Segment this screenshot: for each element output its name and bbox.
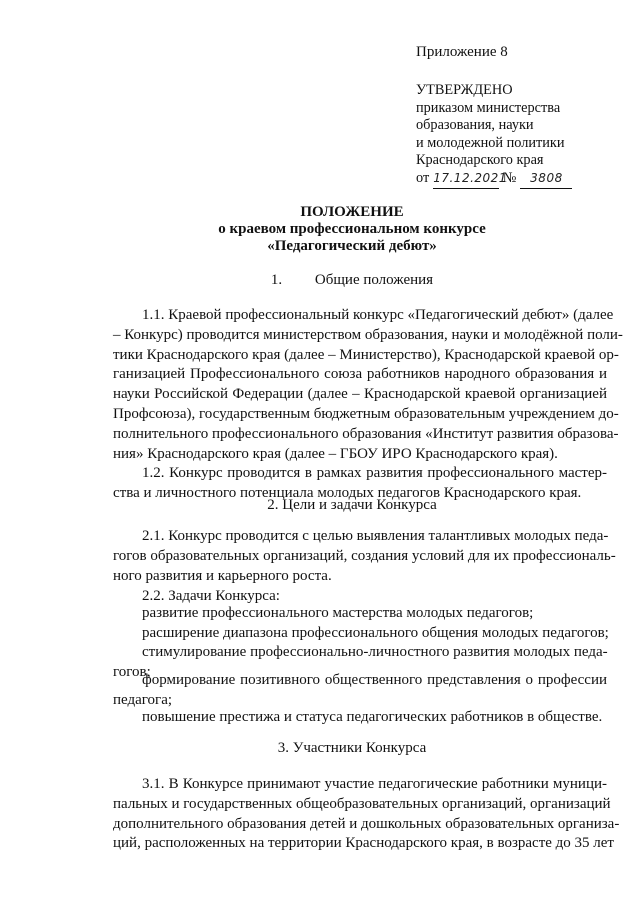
text-line: гогов; xyxy=(113,663,151,680)
task-item xyxy=(113,604,607,624)
paragraph-2-1 xyxy=(113,527,616,586)
text-line: педагога; xyxy=(113,691,173,708)
task-item xyxy=(113,624,607,644)
section-heading xyxy=(0,497,640,514)
text-line: пальных и государственных общеобразовательных организаций, организаций xyxy=(113,795,611,812)
text-line: 1.1. Краевой профессиональный конкурс «Педагогический дебют» (далее xyxy=(142,307,614,323)
text-line: гогов образовательных организаций, создания условий для их профессиональ- xyxy=(113,547,616,564)
text-line: расширение диапазона профессионального общения молодых педагогов; xyxy=(142,625,609,641)
order-line: Краснодарского края xyxy=(416,152,544,169)
order-line: и молодежной политики xyxy=(416,134,565,151)
text-line: 2.2. Задачи Конкурса: xyxy=(142,588,280,604)
paragraph-1-1 xyxy=(113,306,623,464)
task-item xyxy=(113,671,607,711)
text-line: развитие профессионального мастерства молодых педагогов; xyxy=(142,605,534,621)
text-line: – Конкурс) проводится министерством образования, науки и молодёжной поли- xyxy=(113,326,623,343)
number-sign: № xyxy=(502,169,517,186)
task-item xyxy=(113,708,607,728)
text-line: дополнительного образования детей и дошкольных образовательных организа- xyxy=(113,815,620,832)
text-line: полнительного профессионального образования «Институт развития образова- xyxy=(113,425,619,442)
section-title: 3. Участники Конкурса xyxy=(277,740,427,756)
section-heading xyxy=(0,740,640,757)
text-line: формирование позитивного общественного представления о профессии xyxy=(142,672,607,688)
section-heading xyxy=(0,272,640,289)
text-line: стимулирование профессионально-личностного развития молодых педа- xyxy=(142,644,608,660)
text-line: ганизацией Профессионального союза работников народного образования и xyxy=(113,366,607,383)
approved-label: УТВЕРЖДЕНО xyxy=(416,82,513,98)
text-line: повышение престижа и статуса педагогических работников в обществе. xyxy=(142,709,603,725)
paragraph-3-1 xyxy=(113,775,620,854)
approval-stamp xyxy=(416,82,572,189)
text-line: науки Российской Федерации (далее – Краснодарской краевой организацией xyxy=(113,386,607,403)
date-prefix: от xyxy=(416,169,430,186)
document-title: ПОЛОЖЕНИЕ xyxy=(300,204,404,220)
appendix-label: Приложение 8 xyxy=(416,44,508,60)
text-line: ций, расположенных на территории Краснодарского края, в возрасте до 35 лет xyxy=(113,835,614,852)
handwritten-number: 3808 xyxy=(520,170,572,189)
handwritten-date: 17.12.2021 xyxy=(433,170,499,189)
text-line: ния» Краснодарского края (далее – ГБОУ ИРО Краснодарского края). xyxy=(113,445,558,462)
text-line: 1.2. Конкурс проводится в рамках развития профессионального мастер- xyxy=(142,465,607,481)
section-title: Общие положения xyxy=(314,272,434,288)
order-line: образования, науки xyxy=(416,117,534,134)
section-number: 1. xyxy=(270,272,283,288)
text-line: ного развития и карьерного роста. xyxy=(113,567,332,584)
order-line: приказом министерства xyxy=(416,99,561,116)
section-title: 2. Цели и задачи Конкурса xyxy=(267,497,437,513)
text-line: 2.1. Конкурс проводится с целью выявления талантливых молодых педа- xyxy=(142,528,609,544)
text-line: ства и личностного потенциала молодых педагогов Краснодарского края. xyxy=(113,484,582,501)
text-line: Профсоюза), государственным бюджетным образовательным учреждением до- xyxy=(113,405,619,422)
text-line: тики Краснодарского края (далее – Министерство), Краснодарской краевой ор- xyxy=(113,346,619,363)
contest-name: «Педагогический дебют» xyxy=(267,238,437,254)
document-subtitle: о краевом профессиональном конкурсе xyxy=(218,221,486,237)
text-line: 3.1. В Конкурсе принимают участие педагогические работники муници- xyxy=(142,776,607,792)
order-date-line xyxy=(416,170,572,189)
